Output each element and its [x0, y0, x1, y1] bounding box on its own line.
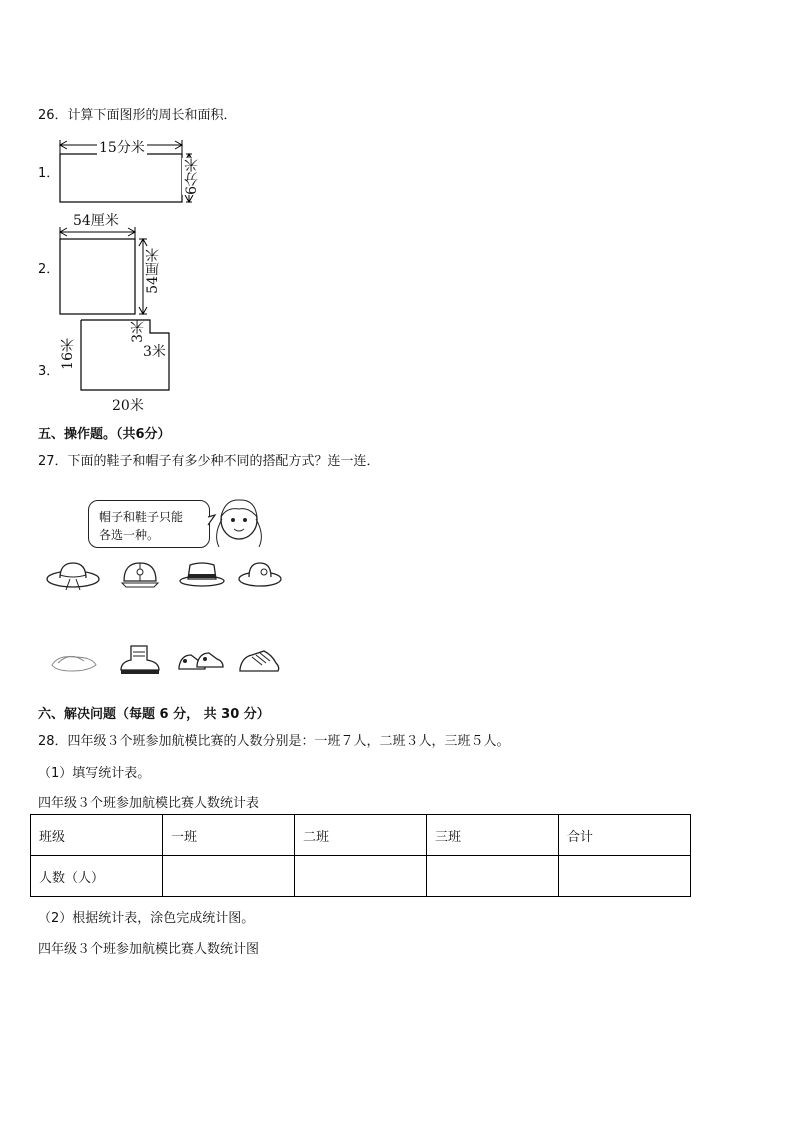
- table-cell-input[interactable]: [295, 856, 427, 897]
- q27-title: 27．下面的鞋子和帽子有多少种不同的搭配方式？连一连．: [38, 454, 380, 469]
- fig3-label: 3．: [38, 364, 60, 379]
- table-header-cell: 三班: [427, 815, 559, 856]
- table-header-cell: 合计: [559, 815, 691, 856]
- statistics-table: [30, 814, 691, 897]
- table-cell-input[interactable]: [427, 856, 559, 897]
- running-shoe-icon: [236, 645, 282, 677]
- section6-title: 六、解决问题（每题 6 分， 共 30 分）: [38, 707, 270, 722]
- section5-title: 五、操作题。（共6分）: [38, 427, 171, 442]
- table-header-cell: 一班: [163, 815, 295, 856]
- fig1-label: 1．: [38, 166, 60, 181]
- girl-illustration: [205, 495, 270, 555]
- table-cell-input[interactable]: [559, 856, 691, 897]
- fig1-width-label: 15分米: [97, 137, 147, 157]
- fig3-notch-vertical-label: 3米: [130, 320, 146, 343]
- fig1-height-label: 6分米: [184, 158, 200, 195]
- fig2-height-label: 54厘米: [145, 248, 161, 294]
- fig2-label: 2．: [38, 262, 60, 277]
- sneakers-icon: [175, 645, 225, 677]
- fig3-height-label: 16米: [60, 338, 76, 370]
- table-cell-input[interactable]: [163, 856, 295, 897]
- cap-icon: [118, 557, 162, 591]
- table-title: 四年级３个班参加航模比赛人数统计表: [38, 796, 260, 811]
- fig3-notch-horizontal-label: 3米: [143, 344, 166, 360]
- fig3-width-label: 20米: [112, 398, 144, 414]
- q28-sub1: （1）填写统计表。: [38, 766, 151, 781]
- table-header-cell: 班级: [31, 815, 163, 856]
- slipper-icon: [48, 647, 100, 677]
- table-header-row: [31, 815, 691, 856]
- bubble-line-1: 帽子和鞋子只能: [99, 510, 184, 524]
- table-row: [31, 856, 691, 897]
- hat-icon: [46, 557, 102, 593]
- chart-title: 四年级３个班参加航模比赛人数统计图: [38, 942, 260, 957]
- fedora-icon: [178, 557, 226, 589]
- q28-sub2: （2）根据统计表，涂色完成统计图。: [38, 911, 255, 926]
- boot-icon: [117, 642, 163, 678]
- bubble-line-2: 各选一种。: [99, 528, 160, 542]
- q28-title: 28．四年级３个班参加航模比赛的人数分别是：一班７人，二班３人，三班５人。: [38, 734, 510, 749]
- q26-title: 26．计算下面图形的周长和面积．: [38, 108, 237, 123]
- table-row-label: 人数（人）: [31, 856, 163, 897]
- table-header-cell: 二班: [295, 815, 427, 856]
- fig2-width-label: 54厘米: [73, 213, 119, 229]
- speech-bubble: [88, 500, 210, 548]
- sunhat-icon: [237, 557, 283, 589]
